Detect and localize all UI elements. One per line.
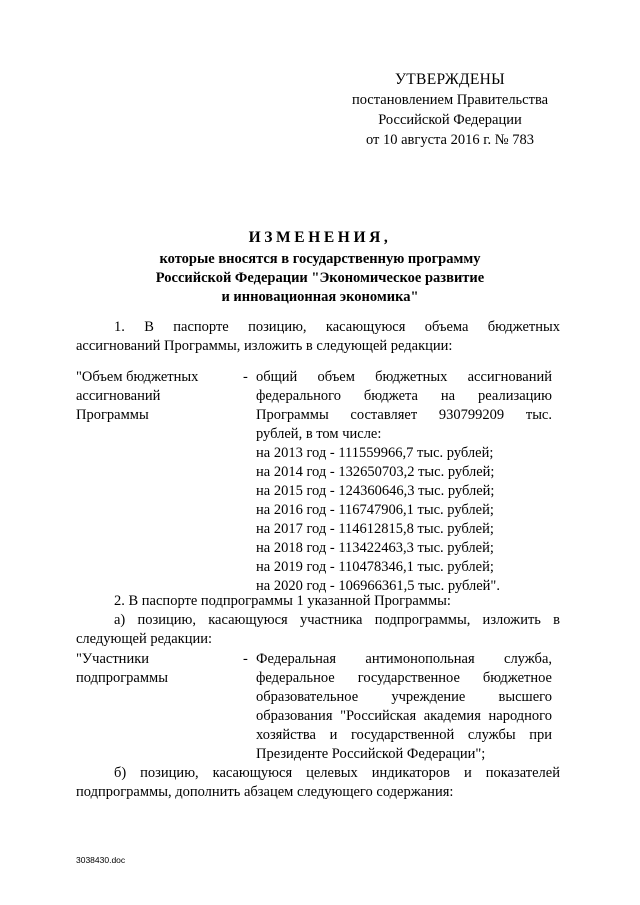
item2-right-line-1: Федеральная антимонопольная служба, (256, 651, 552, 667)
item2-right-line-3: образовательное учреждение высшего (256, 689, 552, 705)
item1-intro (76, 318, 560, 356)
year-line: на 2017 год - 114612815,8 тыс. рублей; (256, 521, 494, 537)
footer-doc-id: 3038430.doc (76, 855, 126, 865)
item2-intro (76, 592, 560, 649)
item2-right-line-4: образования "Российская академия народного (256, 708, 552, 724)
item1-dash: - (243, 369, 248, 385)
year-line: на 2013 год - 111559966,7 тыс. рублей; (256, 445, 494, 461)
year-line: на 2015 год - 124360646,3 тыс. рублей; (256, 483, 495, 499)
item2-a-line-2: следующей редакции: (76, 631, 213, 647)
item1-right-line-2: федерального бюджета на реализацию (256, 388, 552, 404)
document-title (90, 228, 550, 307)
approval-heading: УТВЕРЖДЕНЫ (395, 71, 505, 88)
title-line-1: которые вносятся в государственную программу (159, 251, 481, 267)
title-main: ИЗМЕНЕНИЯ, (248, 229, 392, 246)
item1-right-line-1: общий объем бюджетных ассигнований (256, 369, 552, 385)
item2-b-paragraph (76, 764, 560, 802)
year-line: на 2018 год - 113422463,3 тыс. рублей; (256, 540, 494, 556)
item2-dash: - (243, 651, 248, 667)
year-line: на 2020 год - 106966361,5 тыс. рублей". (256, 578, 500, 594)
item2-right-line-6: Президенте Российской Федерации"; (256, 746, 486, 762)
approval-line-3: от 10 августа 2016 г. № 783 (365, 132, 535, 148)
item1-intro-line-2: ассигнований Программы, изложить в следующей редакции: (76, 338, 453, 354)
item2-right-line-5: хозяйства и государственной службы при (256, 727, 552, 743)
item1-right-line-4: рублей, в том числе: (256, 426, 382, 442)
year-line: на 2014 год - 132650703,2 тыс. рублей; (256, 464, 495, 480)
item2-right-text (256, 650, 552, 764)
year-line: на 2019 год - 110478346,1 тыс. рублей; (256, 559, 494, 575)
item1-right-line-3: Программы составляет 930799209 тыс. (256, 407, 552, 423)
item2-b-line-1: б) позицию, касающуюся целевых индикаторов и показателей (114, 765, 560, 781)
item2-right-line-2: федеральное государственное бюджетное (256, 670, 552, 686)
item1-left-label: "Объем бюджетных ассигнований Программы (76, 369, 199, 423)
title-line-2: Российской Федерации "Экономическое развитие (155, 270, 485, 286)
title-line-3: и инновационная экономика" (221, 289, 419, 305)
approval-stamp (330, 70, 570, 150)
year-line: на 2016 год - 116747906,1 тыс. рублей; (256, 502, 494, 518)
item2-left-label: "Участники подпрограммы (76, 651, 168, 686)
item1-right-text (256, 368, 552, 596)
item2-b-line-2: подпрограммы, дополнить абзацем следующего содержания: (76, 784, 454, 800)
item2-intro-line: 2. В паспорте подпрограммы 1 указанной Программы: (114, 593, 451, 609)
approval-line-2: Российской Федерации (378, 112, 522, 128)
approval-line-1: постановлением Правительства (351, 92, 549, 108)
item1-intro-line-1: 1. В паспорте позицию, касающуюся объема бюджетных (114, 319, 560, 335)
item2-a-line-1: а) позицию, касающуюся участника подпрограммы, изложить в (114, 612, 560, 628)
